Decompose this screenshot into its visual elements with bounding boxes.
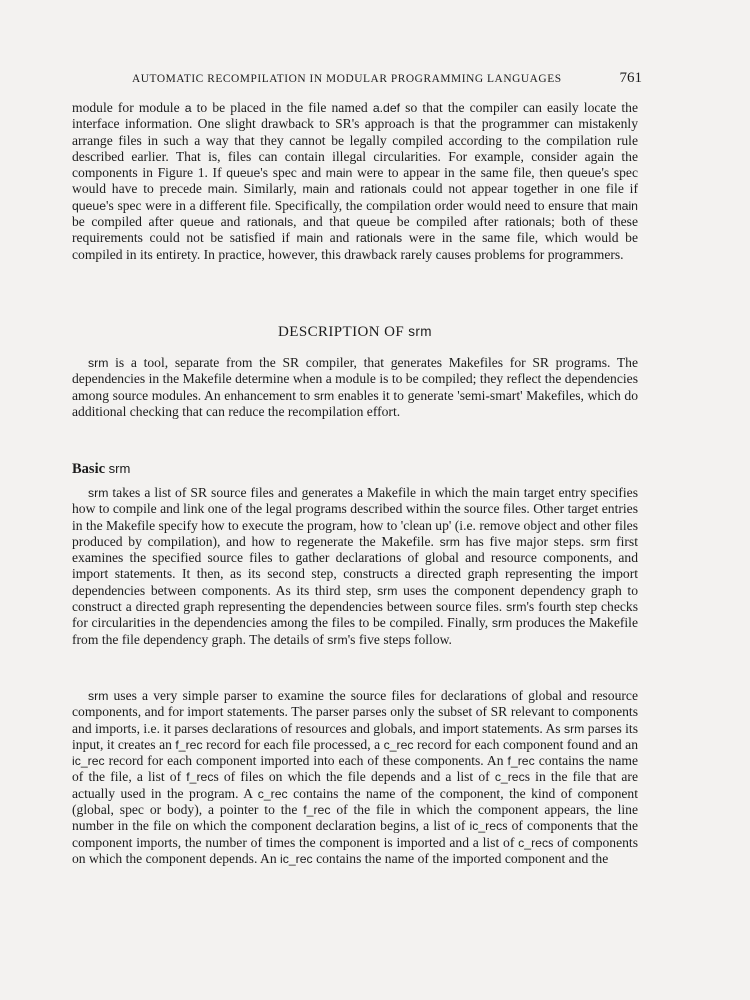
text-run: , and that [293,214,357,230]
code-term: ic_rec [72,754,105,769]
code-term: main [207,182,235,197]
page-number: 761 [619,70,642,86]
text-run: s of components that the component imports, the number of times the component is imported and a list of [72,818,638,850]
text-run: 's fourth step checks for circularities in the dependencies among the files to be compiled. Finally, [72,599,639,631]
text-run: 's spec would have to precede [72,165,638,197]
text-run: contains the name of the component, the kind of component (global, spec or body), a pointer to the [72,785,639,818]
text-run: contains the name of the file, a list of [72,753,639,785]
code-term: main [296,231,324,246]
text-run: be compiled after [390,214,505,230]
code-term: rationals [246,215,294,230]
text-run: s in the file that are actually used in the program. A [72,769,638,801]
code-term: rationals [504,215,552,230]
code-term: c_rec [257,786,288,801]
text-run: takes a list of SR source files and generates a Makefile in which the main target entry specifies how to compile and link one of the legal programs described within the source files. Other target entries in the Makefile specify how to execute the program, how to 'clean up' (i.e. remove object and other files produced by compilation), and how to regenerate the Makefile. [72,485,638,549]
code-term: srm [377,583,398,598]
text-run: and [323,230,356,246]
code-term: queue [567,166,602,181]
text-run: were to appear in the same file, then [352,165,568,181]
text-run: 's spec were in a different file. Specifically, the compilation order would need to ensure that [106,197,612,213]
text-run: DESCRIPTION OF [278,324,409,340]
code-term: srm [88,356,109,370]
section-heading [72,324,638,341]
code-term: srm [590,534,611,549]
text-run: uses a very simple parser to examine the source files for declarations of global and resource components, and for import statements. The parser parses only the subset of SR relevant to components and imports, i.e. it parses declarations of resources and globals, and import statements. As [72,688,638,736]
text-run: enables it to generate 'semi-smart' Makefiles, which do additional checking that can reduce the recompilation effort. [72,387,638,419]
text-run: so that the compiler can easily locate the interface information. One slight drawback to SR's approach is that the programmer can mistakenly arrange files in such a way that they cannot be legally compiled according to the compilation rule described earlier. That is, files can contain illegal circularities. For example, consider again the components in Figure 1. If [72,100,638,181]
text-run: and [328,181,361,197]
code-term: f_rec [175,737,203,752]
text-run: 's five steps follow. [347,631,452,647]
code-term: f_rec [186,770,214,785]
code-term: rationals [355,231,403,246]
code-term: srm [506,600,527,615]
text-run: . Similarly, [234,181,303,197]
code-term: main [325,166,353,181]
code-term: queue [356,215,391,230]
code-term: queue [180,215,215,230]
text-run: has five major steps. [459,533,590,549]
code-term: srm [563,721,585,736]
text-run: could not appear together in one file if [406,181,638,197]
code-term: f_rec [507,754,535,769]
text-run: is a tool, separate from the SR compiler, that generates Makefiles for SR programs. The dependencies in the Makefile determine when a module is to be compiled; they reflect the dependencies among source modules. An enhancement to [72,355,638,403]
code-term: ic_rec [469,819,503,834]
body-paragraph [72,688,638,867]
code-term: ic_rec [280,851,313,866]
text-run: of the file in which the component appears, the line number in the file on which the component declaration begins, a list of [72,802,638,834]
code-term: c_rec [383,737,414,752]
subsection-heading [72,461,130,478]
code-term: c_rec [518,835,549,850]
code-term: srm [313,388,335,403]
text-run: s of components on which the component depends. An [72,834,638,866]
text-run: be compiled after [72,214,181,230]
text-run: 's spec and [260,165,326,181]
text-run: ; both of these requirements could not be satisfied if [72,214,638,246]
text-run: record for each component imported into each of these components. An [104,753,508,769]
code-term: main [611,198,638,213]
text-run: parses its input, it creates an [72,720,638,752]
code-term: srm [408,324,432,339]
code-term: queue [72,198,107,213]
code-term: main [302,182,329,197]
text-run: first examines the specified source files to gather declarations of global and resource components, and import statements. It then, as its second step, constructs a directed graph representing the import dependencies between components. As its third step, [72,533,638,598]
text-run: record for each component found and an [413,736,638,752]
text-run: Basic [72,461,106,477]
body-paragraph [72,355,638,420]
text-run: record for each file processed, a [202,736,384,752]
text-run: and [214,214,247,230]
text-run: were in the same file, which would be compiled in its entirety. In practice, however, this drawback rarely causes problems for programmers. [72,230,638,262]
text-run: uses the component dependency graph to construct a directed graph representing the dependencies between source files. [72,582,638,615]
running-title: AUTOMATIC RECOMPILATION IN MODULAR PROGRAMMING LANGUAGES [132,73,562,85]
running-head [132,70,642,90]
body-paragraph [72,100,638,263]
code-term: srm [327,632,348,647]
code-term: queue [226,166,261,181]
text-run: s of files on which the file depends and a list of [213,769,495,785]
code-term: f_rec [303,803,331,818]
text-run: produces the Makefile from the file dependency graph. The details of [72,615,638,647]
code-term: a [184,101,192,115]
code-term: a.def [372,101,401,115]
code-term: srm [439,534,460,549]
text-run: contains the name of the imported component and the [312,850,609,866]
code-term: srm [108,461,131,476]
text-run: module for module [72,100,185,115]
code-term: c_rec [494,770,525,785]
code-term: srm [491,616,513,631]
text-run: to be placed in the file named [191,100,373,115]
body-paragraph [72,485,638,648]
code-term: srm [88,689,109,703]
code-term: srm [88,486,109,500]
code-term: rationals [360,182,407,197]
